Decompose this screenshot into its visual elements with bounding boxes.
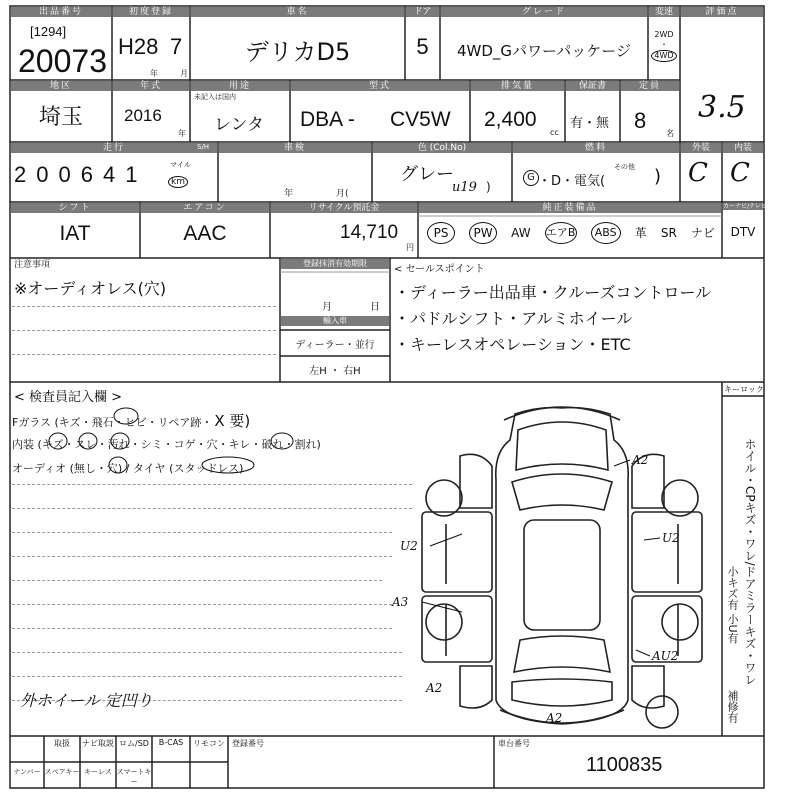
footer-vin-label: 車台番号 — [498, 739, 530, 748]
header-door: ドア — [406, 7, 439, 17]
mileage-digit: 4 — [103, 162, 116, 187]
equip-power-window: PW — [469, 222, 497, 244]
header-car-name: 車名 — [191, 7, 404, 17]
inspector-line — [12, 532, 392, 533]
damage-mark: U2 — [400, 539, 418, 553]
header-grade: グレード — [441, 7, 647, 17]
interior-grade: C — [730, 158, 750, 188]
inspector-line — [12, 628, 392, 629]
sales-point-item: ・ディーラー出品車・クルーズコントロール — [394, 283, 712, 302]
mileage-digit: 6 — [80, 162, 93, 187]
fuel-gasoline-circled: G — [523, 170, 539, 186]
color: グレー — [400, 164, 454, 185]
notes-label: 注意事項 — [14, 260, 51, 270]
car-body-outline — [496, 408, 628, 724]
inspection-month-unit: 月( — [336, 189, 349, 199]
header-recycle: リサイクル預託金 — [271, 203, 417, 213]
model-code-prefix: DBA - — [300, 108, 355, 131]
fuel-close: ) — [654, 166, 662, 187]
displacement-unit: cc — [550, 128, 559, 137]
drive-2wd: 2WD — [654, 30, 674, 39]
damage-mark: A2 — [546, 711, 563, 725]
footer-cell: 取扱 — [54, 739, 70, 748]
car-rear-window — [514, 636, 610, 672]
header-score: 評価点 — [681, 7, 763, 17]
header-ac: エアコン — [141, 203, 269, 213]
header-equipment: 純正装備品 — [419, 203, 721, 213]
sales-point-label: セールスポイント — [405, 264, 485, 275]
header-mission: 変速 — [649, 7, 679, 17]
header-exterior: 外装 — [681, 143, 721, 153]
footer-cell: スマートキー — [116, 768, 152, 786]
car-fender-front-left — [460, 454, 492, 508]
header-carnavi: カーナビ/テレビ — [723, 203, 767, 210]
sales-point-item: ・パドルシフト・アルミホイール — [394, 309, 633, 328]
header-interior: 内装 — [723, 143, 763, 153]
lot-number: 20073 — [18, 43, 107, 79]
first-reg-month-unit: 月 — [180, 69, 188, 78]
header-inspection: 車検 — [219, 143, 371, 153]
footer-cell — [152, 767, 190, 787]
inspector-line — [12, 508, 412, 509]
footer-cell: ナンバー — [13, 768, 41, 776]
model-year-unit: 年 — [178, 129, 186, 138]
header-sales-point: < セールスポイント — [394, 264, 485, 275]
inspector-line — [12, 580, 382, 581]
header-pref: 地区 — [11, 81, 111, 91]
footer-row-2 — [10, 767, 228, 787]
side-damage-sub2: 補修有 — [726, 690, 739, 723]
reg-month-unit: 月 — [322, 302, 332, 313]
steering-side: 左H ・ 右H — [309, 366, 361, 377]
sh-label: S/H — [197, 143, 210, 151]
header-color: 色 (Col.No) — [373, 143, 511, 153]
header-reg-expiry: 登録抹消有効期限 — [281, 259, 389, 269]
prefecture: 埼玉 — [38, 105, 83, 130]
header-purpose: 用途 — [191, 81, 289, 91]
car-door-left-rear — [422, 596, 492, 662]
wheel-rear-right — [662, 604, 698, 640]
reg-day-unit: 日 — [370, 302, 380, 313]
capacity-unit: 名 — [666, 129, 674, 138]
car-hood — [516, 422, 608, 470]
header-fuel: 燃料 — [513, 143, 679, 153]
inspector-line — [12, 676, 402, 677]
header-warranty: 保証書 — [566, 81, 619, 91]
dealer-parallel: ディーラー・並行 — [295, 340, 375, 351]
first-reg-month: 7 — [170, 34, 183, 59]
car-door-right-front — [632, 512, 702, 592]
header-import: 輸入車 — [281, 316, 389, 326]
spare-wheel — [646, 696, 678, 728]
footer-cell: ナビ取説 — [82, 739, 114, 748]
equip-airbag: エアB — [545, 222, 577, 244]
inspector-line — [12, 652, 402, 653]
header-shift: シフト — [11, 203, 139, 213]
purpose: レンタ — [214, 115, 264, 135]
evaluation-score: 3.5 — [698, 90, 746, 125]
damage-mark: A2 — [632, 453, 649, 467]
header-cc: 排気量 — [471, 81, 564, 91]
damage-mark: A2 — [426, 681, 443, 695]
door-count: 5 — [416, 34, 429, 59]
footer-cell: リモコン — [193, 739, 225, 748]
model-year: 2016 — [124, 106, 162, 125]
warranty: 有・無 — [570, 116, 610, 131]
car-windshield — [512, 474, 612, 510]
recycle-yen-unit: 円 — [406, 243, 414, 252]
side-damage-sub1: 小キズ有 小U有 — [726, 566, 739, 644]
footer-cell: スペアキー — [44, 768, 80, 776]
sales-point-item: ・キーレスオペレーション・ETC — [394, 335, 631, 354]
fuel-options: ・D・電気( — [538, 174, 606, 189]
ac-type: AAC — [183, 222, 227, 245]
footer-cell-empty — [10, 738, 44, 749]
equip-power-steering: PS — [427, 222, 455, 244]
damage-mark: A3 — [392, 595, 409, 609]
wheel-front-left — [426, 480, 462, 516]
glass-text: Fガラス (キズ・飛石・ヒビ・リペア跡・ — [12, 416, 213, 429]
inspector-line — [12, 604, 392, 605]
model-code: CV5W — [390, 108, 451, 131]
header-first-reg: 初度登録 — [113, 7, 189, 17]
inspector-line — [12, 556, 392, 557]
note-audioless: ※オーディオレス(穴) — [14, 279, 167, 298]
inspector-title: < 検査員記入欄 > — [14, 390, 123, 405]
footer-registration-label: 登録番号 — [232, 739, 264, 748]
footer-row-1 — [10, 738, 228, 749]
color-number: u19 — [452, 180, 477, 195]
capacity: 8 — [634, 108, 647, 133]
header-model-year: 年式 — [113, 81, 189, 91]
wheel-front-right — [662, 480, 698, 516]
car-door-left-front — [422, 512, 492, 592]
header-mileage: 走行 — [11, 143, 217, 153]
mileage-digit: 2 — [14, 162, 27, 187]
first-reg-year-unit: 年 — [150, 69, 158, 78]
car-fender-rear-left — [460, 666, 492, 708]
drive-4wd-circled: 4WD — [651, 50, 676, 62]
color-close: ) — [486, 180, 491, 194]
handwritten-note: 外ホイール 定凹り — [20, 691, 153, 710]
wheel-rear-left — [426, 604, 462, 640]
equip-leather: 革 — [634, 226, 647, 240]
inspection-year-unit: 年 — [284, 189, 294, 199]
header-lot: 出品番号 — [11, 7, 111, 17]
fuel-other-label: その他 — [614, 163, 635, 171]
equip-sunroof: SR — [660, 226, 677, 240]
recycle-fee: 14,710 — [340, 222, 399, 243]
car-name: デリカD5 — [244, 38, 351, 66]
mileage-digit: 1 — [125, 162, 138, 187]
car-front-bumper — [504, 407, 620, 420]
equip-alloy-wheel: AW — [511, 226, 531, 240]
drive-separator: ・ — [660, 40, 668, 49]
exterior-grade: C — [688, 158, 708, 188]
mile-unit: マイル — [170, 161, 191, 169]
chassis-number: 1100835 — [586, 754, 663, 776]
shift-type: IAT — [59, 222, 91, 245]
lot-sub-number: [1294] — [30, 24, 67, 39]
header-type: 型式 — [291, 81, 469, 91]
mileage-digit: 0 — [36, 162, 49, 187]
car-trunk — [512, 679, 612, 706]
damage-mark: U2 — [662, 531, 680, 545]
car-fender-rear-right — [632, 666, 664, 708]
equip-dtv: DTV — [730, 225, 756, 239]
footer-cell: B-CAS — [158, 738, 184, 747]
header-capacity: 定員 — [621, 81, 679, 91]
displacement: 2,400 — [484, 108, 537, 131]
car-roof — [524, 520, 600, 630]
mileage-digit: 0 — [58, 162, 71, 187]
glass-mark: X 要) — [214, 412, 251, 430]
car-damage-diagram — [392, 400, 720, 735]
inspector-audio-line: オーディオ (無し・穴) / タイヤ (スタッドレス) — [12, 462, 244, 475]
equip-abs: ABS — [591, 222, 621, 244]
keylock-label: キーロック — [724, 385, 764, 394]
footer-cell: キーレス — [84, 768, 112, 776]
km-unit-circled: km — [168, 176, 188, 188]
inspector-interior-line: 内装 (キズ・スレ・汚れ・シミ・コゲ・穴・キレ・破れ・割れ) — [12, 438, 321, 451]
inspector-line — [12, 484, 412, 485]
side-damage-note: ホイル・CPキズ・ワレ/ドアミラーキズ・ワレ — [743, 438, 757, 686]
import-note: 未記入は国内 — [194, 93, 236, 101]
equip-navi: ナビ — [690, 226, 715, 240]
grade: 4WD_Gパワーパッケージ — [457, 42, 631, 60]
damage-mark: AU2 — [652, 649, 679, 663]
footer-cell: ロム/SD — [119, 739, 149, 748]
first-reg-era-year: H28 — [118, 34, 159, 59]
